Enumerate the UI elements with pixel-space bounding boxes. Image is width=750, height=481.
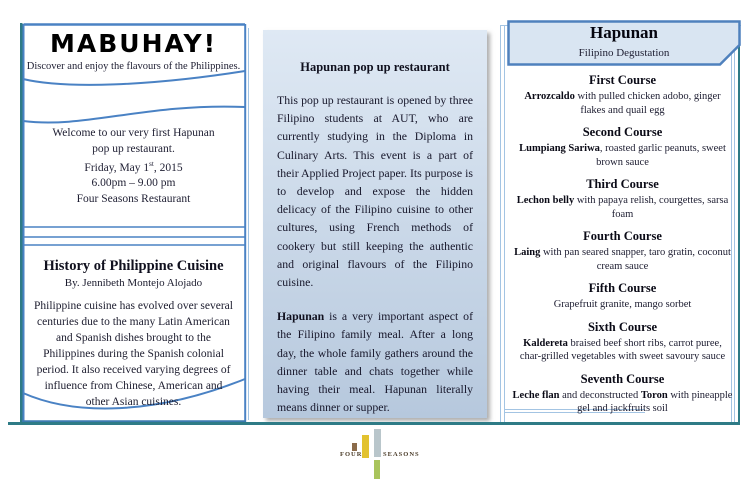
course-description: Grapefruit granite, mango sorbet	[553, 299, 692, 310]
logo-bar-green	[374, 460, 380, 479]
degustation-menu	[512, 73, 733, 424]
popup-heading: Hapunan pop up restaurant	[300, 60, 450, 74]
frame-right-line-2	[734, 25, 735, 424]
mabuhay-title: MABUHAY!	[50, 29, 217, 58]
menu-title: Hapunan	[589, 23, 659, 42]
course-description: Lumpiang Sariwa, roasted garlic peanuts, sweet brown sauce	[519, 143, 726, 168]
history-heading: History of Philippine Cuisine	[43, 258, 224, 274]
logo-word-seasons: SEASONS	[383, 451, 420, 459]
logo-bar-gray	[374, 429, 381, 457]
menu-subtitle: Filipino Degustation	[578, 47, 670, 59]
mabuhay-subtitle: Discover and enjoy the flavours of the Philippines.	[26, 61, 241, 72]
course-title: Fifth Course	[588, 281, 657, 295]
course-title: Seventh Course	[580, 371, 665, 386]
panel-divider-line	[248, 28, 249, 420]
menu-course-2	[512, 125, 733, 169]
middle-panel	[263, 30, 487, 459]
course-title: Third Course	[586, 177, 659, 191]
history-section	[33, 258, 234, 410]
logo-bar-yellow	[362, 435, 369, 458]
four-seasons-logo	[337, 427, 420, 481]
course-title: Fourth Course	[583, 229, 662, 243]
course-description: Lechon belly with papaya relish, courgettes, sarsa foam	[516, 195, 729, 220]
logo-word-four: FOUR	[340, 451, 363, 459]
history-byline: By. Jennibeth Montejo Alojado	[64, 277, 203, 289]
welcome-line-1: Welcome to our very first Hapunan	[52, 127, 215, 139]
course-title: Sixth Course	[587, 319, 658, 334]
popup-description: This pop up restaurant is opened by three Filipino students at AUT, who are currently studying in the Diploma in Culinary Arts. This event is a part of their Applied Project paper. Its purpose is to develop and expose the hidden delicacy of the Filipino cuisine to other cultures, using French methods of cookery but still keeping the authentic and original flavours of the Filipino cuisine.	[277, 93, 473, 290]
logo-bar-brown	[352, 443, 357, 451]
menu-course-7	[512, 372, 733, 416]
welcome-block	[30, 126, 237, 207]
frame-left-line-1	[500, 25, 501, 424]
welcome-line-2: pop up restaurant.	[92, 142, 175, 155]
event-time: 6.00pm – 9.00 pm	[91, 177, 176, 190]
left-panel	[20, 23, 247, 425]
course-description: Kaldereta braised beef short ribs, carrot puree, char-grilled vegetables with sweet savoury sauce	[519, 337, 726, 362]
history-body: Philippine cuisine has evolved over several centuries due to the many Latin American and Spanish dishes brought to the Philippines during the Spanish colonial period. It also received varying degrees of influence from Chinese, American and other Asian cuisines.	[34, 300, 233, 408]
menu-course-3	[512, 177, 733, 221]
menu-course-6	[512, 320, 733, 364]
course-title: Second Course	[582, 125, 663, 139]
event-venue: Four Seasons Restaurant	[76, 192, 191, 205]
menu-course-5	[512, 281, 733, 312]
course-description: Leche flan and deconstructed Toron with pineapple gel and jackfruits soil	[512, 389, 733, 414]
course-title: First Course	[589, 73, 656, 87]
frame-left-line-2	[504, 25, 505, 424]
event-date: Friday, May 1st, 2015	[84, 160, 183, 174]
course-description: Arrozcaldo with pulled chicken adobo, ginger flakes and quail egg	[524, 91, 721, 116]
menu-course-1	[512, 73, 733, 117]
hapunan-description: Hapunan is a very important aspect of the Filipino family meal. After a long day, the whole family gathers around the dinner table and chats together while having their meal. Hapunan literally means dinner or supper.	[277, 309, 473, 415]
menu-course-4	[512, 229, 733, 273]
course-description: Laing with pan seared snapper, taro gratin, coconut cream sauce	[514, 247, 731, 272]
menu-header	[507, 20, 741, 66]
frame-right-teal-border	[738, 24, 741, 424]
